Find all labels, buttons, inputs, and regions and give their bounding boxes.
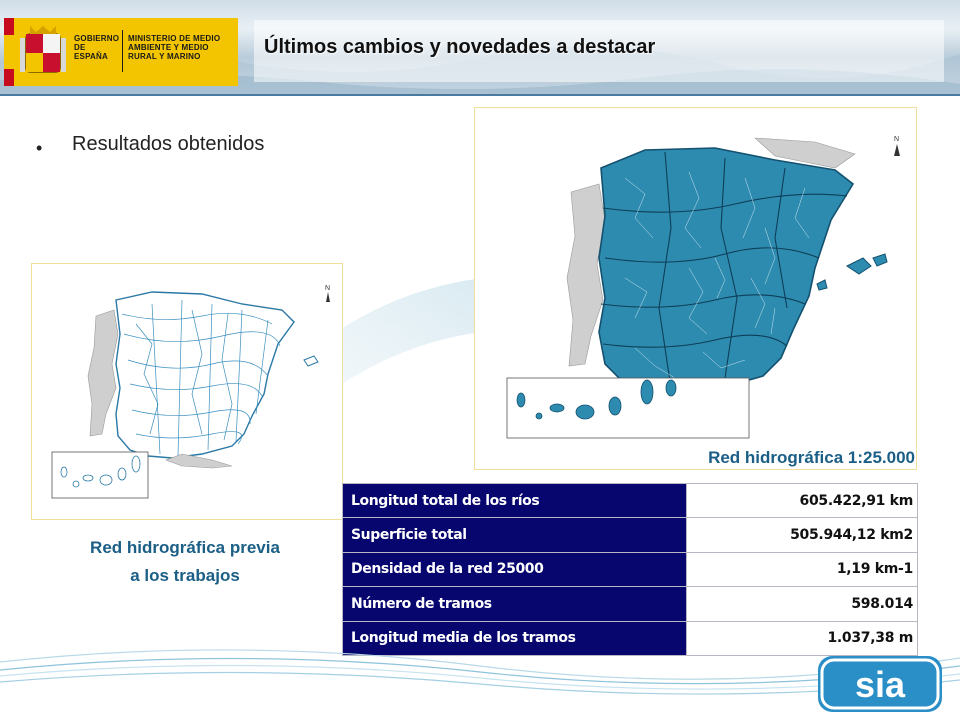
- table-row: [343, 484, 918, 518]
- table-row: [343, 552, 918, 586]
- spain-map-old: [32, 264, 344, 521]
- sia-logo-icon: [818, 656, 942, 712]
- stat-label: Número de tramos: [343, 587, 687, 621]
- stat-value: 598.014: [687, 587, 918, 621]
- svg-text:N: N: [325, 285, 331, 292]
- svg-text:sia: sia: [854, 664, 906, 705]
- spain-map-25000: [475, 108, 918, 471]
- table-row: [343, 518, 918, 552]
- bullet-icon: •: [36, 138, 43, 158]
- stat-label: Longitud media de los tramos: [343, 621, 687, 655]
- government-label: GOBIERNO DE ESPAÑA: [74, 34, 120, 61]
- stat-label: Superficie total: [343, 518, 687, 552]
- stat-value: 505.944,12 km2: [687, 518, 918, 552]
- map-previous-network: [31, 263, 343, 520]
- footer-wave-lines: [0, 640, 960, 720]
- north-arrow-icon: [894, 136, 900, 156]
- page-title: Últimos cambios y novedades a destacar: [264, 36, 656, 58]
- stat-value: 605.422,91 km: [687, 484, 918, 518]
- sia-logo: [818, 656, 942, 712]
- caption-line-1: Red hidrográfica previa: [90, 538, 280, 557]
- spain-flag-stripe: [4, 18, 14, 86]
- svg-text:N: N: [894, 136, 900, 143]
- stat-value: 1.037,38 m: [687, 621, 918, 655]
- logo-divider: [122, 30, 123, 72]
- map-new-network: [474, 107, 917, 470]
- caption-new-network: Red hidrográfica 1:25.000: [708, 448, 915, 467]
- caption-line-2: a los trabajos: [130, 566, 240, 585]
- north-arrow-icon: [325, 285, 330, 302]
- stat-value: 1,19 km-1: [687, 552, 918, 586]
- caption-previous-network: [40, 534, 330, 590]
- stats-table: [342, 483, 918, 656]
- stat-label: Densidad de la red 25000: [343, 552, 687, 586]
- table-row: [343, 587, 918, 621]
- bullet-text: Resultados obtenidos: [72, 133, 265, 155]
- ministry-label: MINISTERIO DE MEDIO AMBIENTE Y MEDIO RURAL Y MARINO: [128, 34, 221, 61]
- coat-of-arms-icon: [20, 24, 66, 80]
- stat-label: Longitud total de los ríos: [343, 484, 687, 518]
